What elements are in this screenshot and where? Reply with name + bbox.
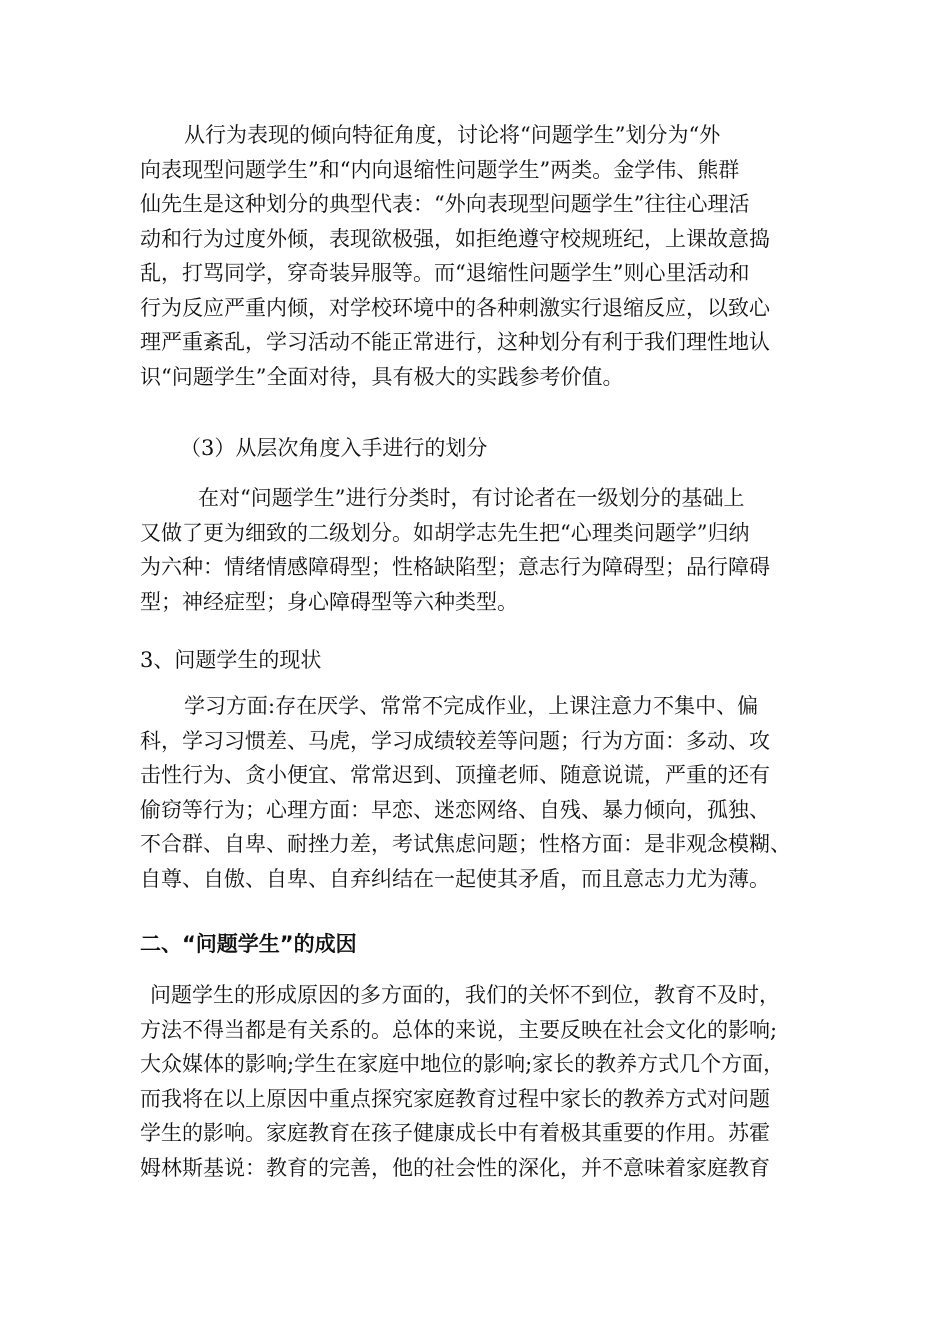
- text-line: 理严重紊乱，学习活动不能正常进行，这种划分有利于我们理性地认: [140, 330, 770, 354]
- paragraph-current-status: [140, 689, 820, 896]
- section-title-current-status: 3、问题学生的现状: [140, 648, 322, 672]
- text-line: 识“问题学生”全面对待，具有极大的实践参考价值。: [140, 364, 624, 389]
- text-line: 又做了更为细致的二级划分。如胡学志先生把“心理类问题学”归纳: [140, 520, 750, 545]
- text-line: 从行为表现的倾向特征角度，讨论将“问题学生”划分为“外: [184, 123, 721, 147]
- text-line: 击性行为、贪小便宜、常常迟到、顶撞老师、随意说谎，严重的还有: [140, 763, 770, 787]
- text-line: 仙先生是这种划分的典型代表：“外向表现型问题学生”往往心理活: [140, 192, 750, 216]
- text-line: 向表现型问题学生”和“内向退缩性问题学生”两类。金学伟、熊群: [140, 157, 740, 182]
- text-line: 为六种：情绪情感障碍型；性格缺陷型；意志行为障碍型；品行障碍: [140, 555, 770, 579]
- chapter-title-causes: 二、“问题学生”的成因: [140, 932, 357, 956]
- text-line: 行为反应严重内倾，对学校环境中的各种刺激实行退缩反应，以致心: [140, 295, 770, 320]
- text-line: 乱，打骂同学，穿奇装异服等。而“退缩性问题学生”则心里活动和: [140, 261, 750, 285]
- text-line: 姆林斯基说：教育的完善，他的社会性的深化，并不意味着家庭教育: [140, 1155, 770, 1180]
- paragraph-classification-tendency: [140, 118, 820, 394]
- text-line: 科，学习习惯差、马虎，学习成绩较差等问题；行为方面：多动、攻: [140, 728, 770, 753]
- paragraph-causes: [140, 978, 820, 1185]
- text-line: 问题学生的形成原因的多方面的，我们的关怀不到位，教育不及时，: [150, 983, 780, 1007]
- text-line: 学生的影响。家庭教育在孩子健康成长中有着极其重要的作用。苏霍: [140, 1121, 770, 1145]
- text-line: 在对“问题学生”进行分类时，有讨论者在一级划分的基础上: [198, 486, 745, 510]
- text-line: 方法不得当都是有关系的。总体的来说，主要反映在社会文化的影响;: [140, 1017, 778, 1042]
- text-line: 不合群、自卑、耐挫力差，考试焦虑问题；性格方面：是非观念模糊、: [140, 832, 791, 856]
- subheading-level-division: （3）从层次角度入手进行的划分: [180, 436, 488, 460]
- text-line: 型；神经症型；身心障碍型等六种类型。: [140, 589, 518, 614]
- text-line: 大众媒体的影响;学生在家庭中地位的影响;家长的教养方式几个方面，: [140, 1052, 785, 1076]
- text-line: 动和行为过度外倾，表现欲极强，如拒绝遵守校规班纪，上课故意捣: [140, 226, 770, 251]
- text-line: 学习方面:存在厌学、常常不完成作业，上课注意力不集中、偏: [184, 694, 759, 718]
- text-line: 偷窃等行为；心理方面：早恋、迷恋网络、自残、暴力倾向，孤独、: [140, 797, 770, 822]
- text-line: 自尊、自傲、自卑、自弃纠结在一起使其矛盾，而且意志力尤为薄。: [140, 866, 770, 891]
- paragraph-level-division: [140, 481, 820, 619]
- text-line: 而我将在以上原因中重点探究家庭教育过程中家长的教养方式对问题: [140, 1086, 770, 1111]
